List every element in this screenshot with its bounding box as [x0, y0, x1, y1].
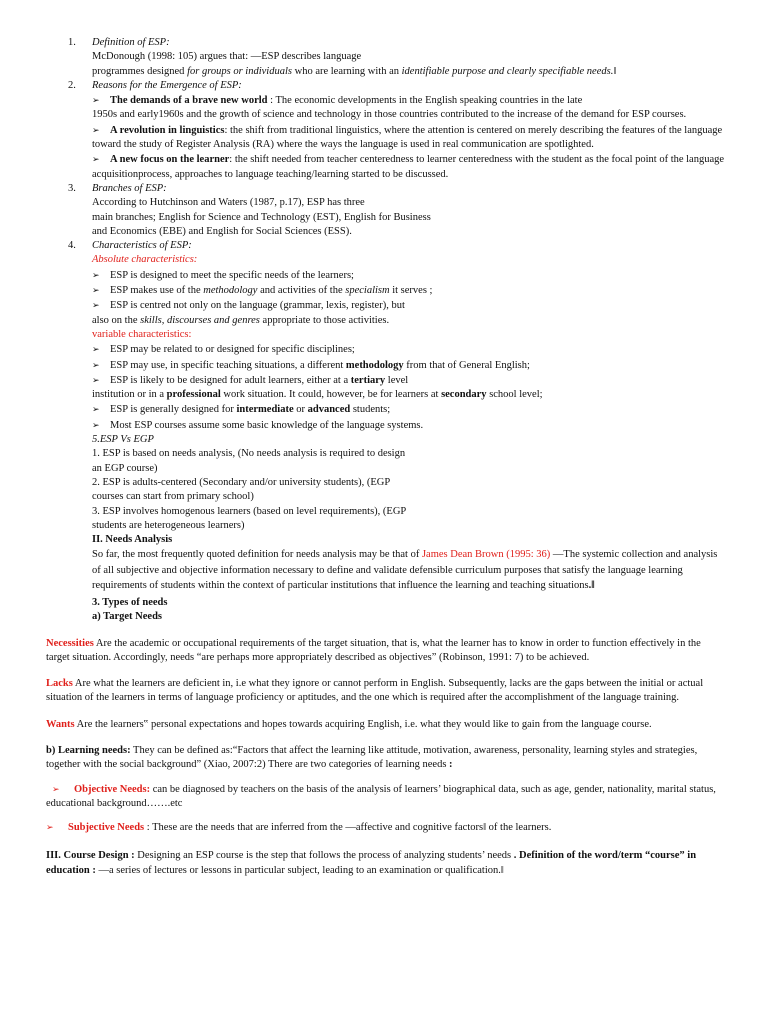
paragraph: So far, the most frequently quoted definition for needs analysis may be that of James Dean Brown (1995: 36) ―The systemic collection and analysis of all subjective and objective information necessary to define and validate defensible curriculum purposes that satisfy the language learning requirements of students within the context of particular institutions that influence the learning and teaching situations.‖ [92, 549, 718, 591]
text-line: 3. ESP involves homogenous learners (based on level requirements), (EGP [92, 505, 407, 517]
section-title: Characteristics of ESP: [92, 240, 192, 252]
text-line: institution or in a professional work situation. It could, however, be for learners at secondary school level; [92, 389, 543, 401]
subsection-title: variable characteristics: [92, 328, 192, 340]
bullet-item: ➢ ESP is likely to be designed for adult learners, either at a tertiary level [92, 374, 409, 386]
list-number: 1. [68, 37, 76, 48]
bullet-item: ➢ ESP is centred not only on the language (grammar, lexis, register), but [92, 300, 405, 312]
section-needs-analysis [92, 533, 728, 625]
arrow-bullet-icon: ➢ [92, 359, 100, 370]
arrow-bullet-icon: ➢ [92, 344, 100, 355]
text-line: an EGP course) [92, 462, 158, 474]
list-number: 3. [68, 182, 76, 194]
paragraph-objective-needs: ➢ Objective Needs: can be diagnosed by teachers on the basis of the analysis of learners’ biographical data, such as age, gender, nationality, marital status, educational background…….etc [46, 783, 716, 809]
arrow-bullet-icon: ➢ [92, 300, 100, 311]
text-line: main branches; English for Science and Technology (EST), English for Business [92, 211, 431, 223]
bullet-item: ➢ ESP may be related to or designed for specific disciplines; [92, 344, 355, 356]
text-line: McDonough (1998: 105) argues that: ―ESP describes language [92, 51, 362, 63]
paragraph-course-design: III. Course Design : Designing an ESP course is the step that follows the process of analyzing students’ needs . Definition of the word/term “course” in education : ―a series of lectures or lessons in particular subject, leading to an examination or qualification.‖ [46, 849, 697, 877]
arrow-bullet-icon: ➢ [92, 124, 100, 135]
paragraph-necessities: Necessities Are the academic or occupational requirements of the target situation, that is, what the learner has to know in order to function effectively in the target situation. Accordingly, needs “are perhaps more appropriately described as objectives” (Robinson, 1991: 7) to be achieved. [46, 637, 701, 663]
text-line: courses can start from primary school) [92, 491, 254, 503]
text-line: 2. ESP is adults-centered (Secondary and/or university students), (EGP [92, 476, 391, 488]
arrow-bullet-icon: ➢ [46, 822, 54, 833]
section-heading: II. Needs Analysis [92, 534, 173, 546]
list-number: 4. [68, 240, 76, 252]
text-line: 1. ESP is based on needs analysis, (No needs analysis is required to design [92, 448, 406, 460]
section-title: 5.ESP Vs EGP [92, 434, 154, 446]
text-line: and Economics (EBE) and English for Social Sciences (ESS). [92, 225, 352, 237]
bullet-item: ➢ ESP makes use of the methodology and activities of the specialism it serves ; [92, 285, 433, 297]
section-branches [0, 182, 768, 239]
bullet-item: ➢ ESP may use, in specific teaching situations, a different methodology from that of General English; [92, 359, 530, 371]
arrow-bullet-icon: ➢ [92, 404, 100, 415]
paragraph-wants: Wants Are the learners‟ personal expectations and hopes towards acquiring English, i.e. what they would like to gain from the language course. [46, 718, 652, 730]
section-reasons [0, 79, 768, 182]
text-line: 1950s and early1960s and the growth of science and technology in those countries contributed to the increase of the demand for ESP courses. [92, 109, 687, 121]
list-number: 2. [68, 79, 76, 91]
document-page [0, 36, 768, 879]
arrow-bullet-icon: ➢ [92, 374, 100, 385]
arrow-bullet-icon: ➢ [92, 269, 100, 280]
section-definition [0, 36, 768, 79]
section-title: Reasons for the Emergence of ESP: [92, 79, 242, 91]
text-line: programmes designed for groups or individuals who are learning with an identifiable purpose and clearly specifiable needs.‖ [92, 65, 617, 77]
bullet-item: ➢ The demands of a brave new world : The economic developments in the English speaking countries in the late [92, 95, 583, 107]
bullet-item: ➢ A revolution in linguistics: the shift from traditional linguistics, where the attention is centered on merely describing the features of the language toward the study of Register Analysis (RA) where the ways the language is used in real communication are spotlighted. [92, 124, 723, 151]
subsection-title: Absolute characteristics: [92, 254, 198, 266]
section-characteristics [0, 239, 768, 433]
arrow-bullet-icon: ➢ [92, 285, 100, 296]
section-heading: 3. Types of needs [92, 597, 168, 608]
text-line: According to Hutchinson and Waters (1987, p.17), ESP has three [92, 197, 365, 209]
paragraph-subjective-needs: ➢ Subjective Needs : These are the needs that are inferred from the ―affective and cognitive factors‖ of the learners. [46, 822, 552, 834]
section-title: Definition of ESP: [92, 37, 170, 48]
arrow-bullet-icon: ➢ [92, 95, 100, 106]
paragraph-learning-needs: b) Learning needs: They can be defined as:“Factors that affect the learning like attitude, motivation, awareness, personality, learning styles and strategies, together with the social background” (Xiao, 2007:2) There are two categories of learning needs : [46, 745, 698, 771]
bullet-item: ➢ ESP is designed to meet the specific needs of the learners; [92, 269, 354, 281]
paragraph-lacks: Lacks Are what the learners are deficient in, i.e what they ignore or cannot perform in English. Subsequently, lacks are the gaps between the initial or actual situation of the learners in terms of language proficiency or aptitudes, and the one which is required after the accomplishment of the language training. [46, 678, 704, 704]
text-line: also on the skills, discourses and genres appropriate to those activities. [92, 314, 390, 326]
arrow-bullet-icon: ➢ [92, 154, 100, 165]
bullet-item: ➢ ESP is generally designed for intermediate or advanced students; [92, 404, 391, 416]
arrow-bullet-icon: ➢ [52, 783, 60, 794]
arrow-bullet-icon: ➢ [92, 419, 100, 430]
section-heading: a) Target Needs [92, 611, 162, 623]
bullet-item: ➢ A new focus on the learner: the shift needed from teacher centeredness to learner centeredness with the student as the focal point of the language acquisitionprocess, approaches to language teaching/learning started to be discussed. [92, 154, 725, 180]
text-line: students are heterogeneous learners) [92, 519, 245, 531]
section-esp-vs-egp [92, 433, 728, 533]
section-title: Branches of ESP: [92, 182, 167, 194]
bullet-item: ➢ Most ESP courses assume some basic knowledge of the language systems. [92, 419, 424, 431]
